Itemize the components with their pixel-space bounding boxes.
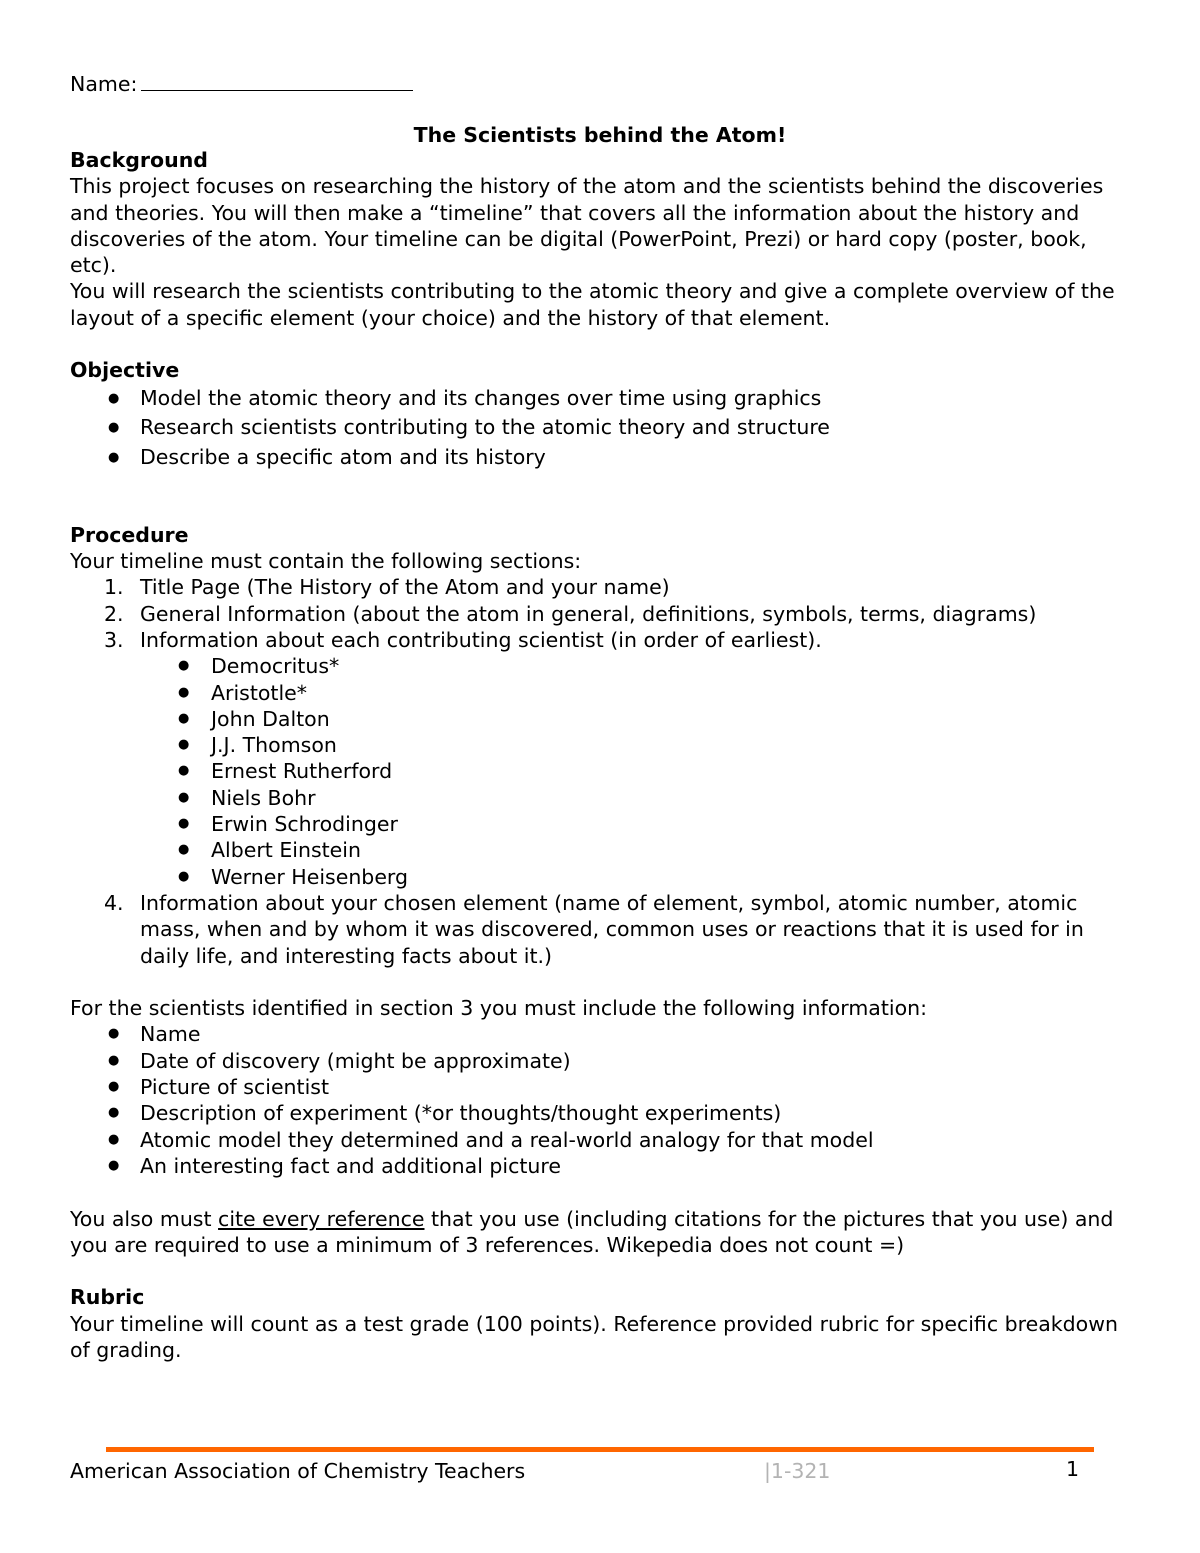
bullet-icon: ● (178, 737, 190, 753)
name-label: Name: (70, 72, 138, 96)
bullet-icon: ● (108, 1105, 120, 1121)
list-item: ● Date of discovery (might be approximate) (108, 1048, 571, 1073)
scientist-item: ● Werner Heisenberg (178, 864, 409, 889)
objective-heading: Objective (70, 358, 180, 383)
cite-every-reference-text: cite every reference (218, 1206, 425, 1231)
bullet-icon: ● (108, 1079, 120, 1095)
scientist-item: ● Erwin Schrodinger (178, 812, 398, 837)
list-item: ● Name (108, 1022, 201, 1047)
list-item: ● Picture of scientist (108, 1075, 329, 1100)
scientist-item: ● Albert Einstein (178, 838, 361, 863)
list-item: ● An interesting fact and additional picture (108, 1153, 562, 1178)
step-item: 3. Information about each contributing scientist (in order of earliest). ● Democritus* ● Aristotle* ● John Dalton ● J.J. Thomson ● Ernest Rutherford ● Niels Bohr ● Erwin Schrodinger ● Albert Einstein ● Werner Heisenberg (70, 627, 1130, 890)
step-item: 4. Information about your chosen element (name of element, symbol, atomic number, atomic mass, when and by whom it was discovered, common uses or reactions that it is used for in daily life, and interesting facts about it.) (104, 890, 1084, 968)
step-item: 2. General Information (about the atom in general, definitions, symbols, terms, diagrams) (104, 601, 1037, 626)
document-body (70, 147, 1130, 1363)
document-title: The Scientists behind the Atom! (413, 123, 787, 147)
bullet-icon: ● (178, 868, 190, 884)
background-paragraph-1: This project focuses on researching the history of the atom and the scientists behind the discoveries and theories. You will then make a “timeline” that covers all the information about the history and discoveries of the atom. Your timeline can be digital (PowerPoint, Prezi) or hard copy (poster, book, etc). (70, 174, 1104, 278)
name-blank-line (141, 70, 413, 91)
list-item: ● Atomic model they determined and a real-world analogy for that model (108, 1127, 874, 1152)
bullet-icon: ● (108, 390, 120, 406)
scientist-item: ● Democritus* (178, 654, 340, 679)
background-heading: Background (70, 148, 208, 172)
footer-divider (106, 1447, 1094, 1452)
bullet-icon: ● (178, 684, 190, 700)
info-list (70, 1021, 1130, 1179)
step-item: 1. Title Page (The History of the Atom and your name) (104, 575, 670, 600)
scientist-item: ● J.J. Thomson (178, 733, 337, 758)
list-item: ● Model the atomic theory and its changes over time using graphics (70, 384, 1130, 414)
list-item: ● Research scientists contributing to the atomic theory and structure (70, 413, 1130, 443)
list-item: ● Description of experiment (*or thoughts/thought experiments) (108, 1101, 782, 1126)
bullet-icon: ● (108, 420, 120, 436)
bullet-icon: ● (108, 450, 120, 466)
scientist-list (140, 653, 1130, 890)
name-field (70, 70, 413, 97)
objective-list (70, 384, 1130, 473)
scientist-item: ● Niels Bohr (178, 785, 316, 810)
rubric-paragraph: Your timeline will count as a test grade (100 points). Reference provided rubric for specific breakdown of grading. (70, 1311, 1118, 1362)
bullet-icon: ● (178, 816, 190, 832)
scientist-item: ● Aristotle* (178, 680, 308, 705)
scientist-item: ● John Dalton (178, 706, 330, 731)
page-number: 1 (1066, 1457, 1080, 1481)
scientist-item: ● Ernest Rutherford (178, 759, 393, 784)
footer-organization: American Association of Chemistry Teachers (70, 1459, 526, 1483)
citation-paragraph: You also must cite every reference that you use (including citations for the pictures that you use) and you are required to use a minimum of 3 references. Wikepedia does not count =) (70, 1206, 1114, 1257)
bullet-icon: ● (108, 1131, 120, 1147)
bullet-icon: ● (178, 710, 190, 726)
list-item: ● Describe a specific atom and its history (70, 443, 1130, 473)
background-paragraph-2: You will research the scientists contributing to the atomic theory and give a complete overview of the layout of a specific element (your choice) and the history of that element. (70, 279, 1115, 330)
procedure-steps (70, 574, 1130, 968)
footer-code: |1-321 (764, 1459, 831, 1483)
bullet-icon: ● (108, 1052, 120, 1068)
bullet-icon: ● (178, 789, 190, 805)
bullet-icon: ● (108, 1157, 120, 1173)
bullet-icon: ● (178, 842, 190, 858)
bullet-icon: ● (108, 1026, 120, 1042)
bullet-icon: ● (178, 763, 190, 779)
info-intro: For the scientists identified in section 3 you must include the following information: (70, 996, 928, 1021)
procedure-heading: Procedure (70, 522, 189, 547)
rubric-heading: Rubric (70, 1285, 145, 1310)
procedure-intro: Your timeline must contain the following sections: (70, 549, 582, 574)
bullet-icon: ● (178, 658, 190, 674)
